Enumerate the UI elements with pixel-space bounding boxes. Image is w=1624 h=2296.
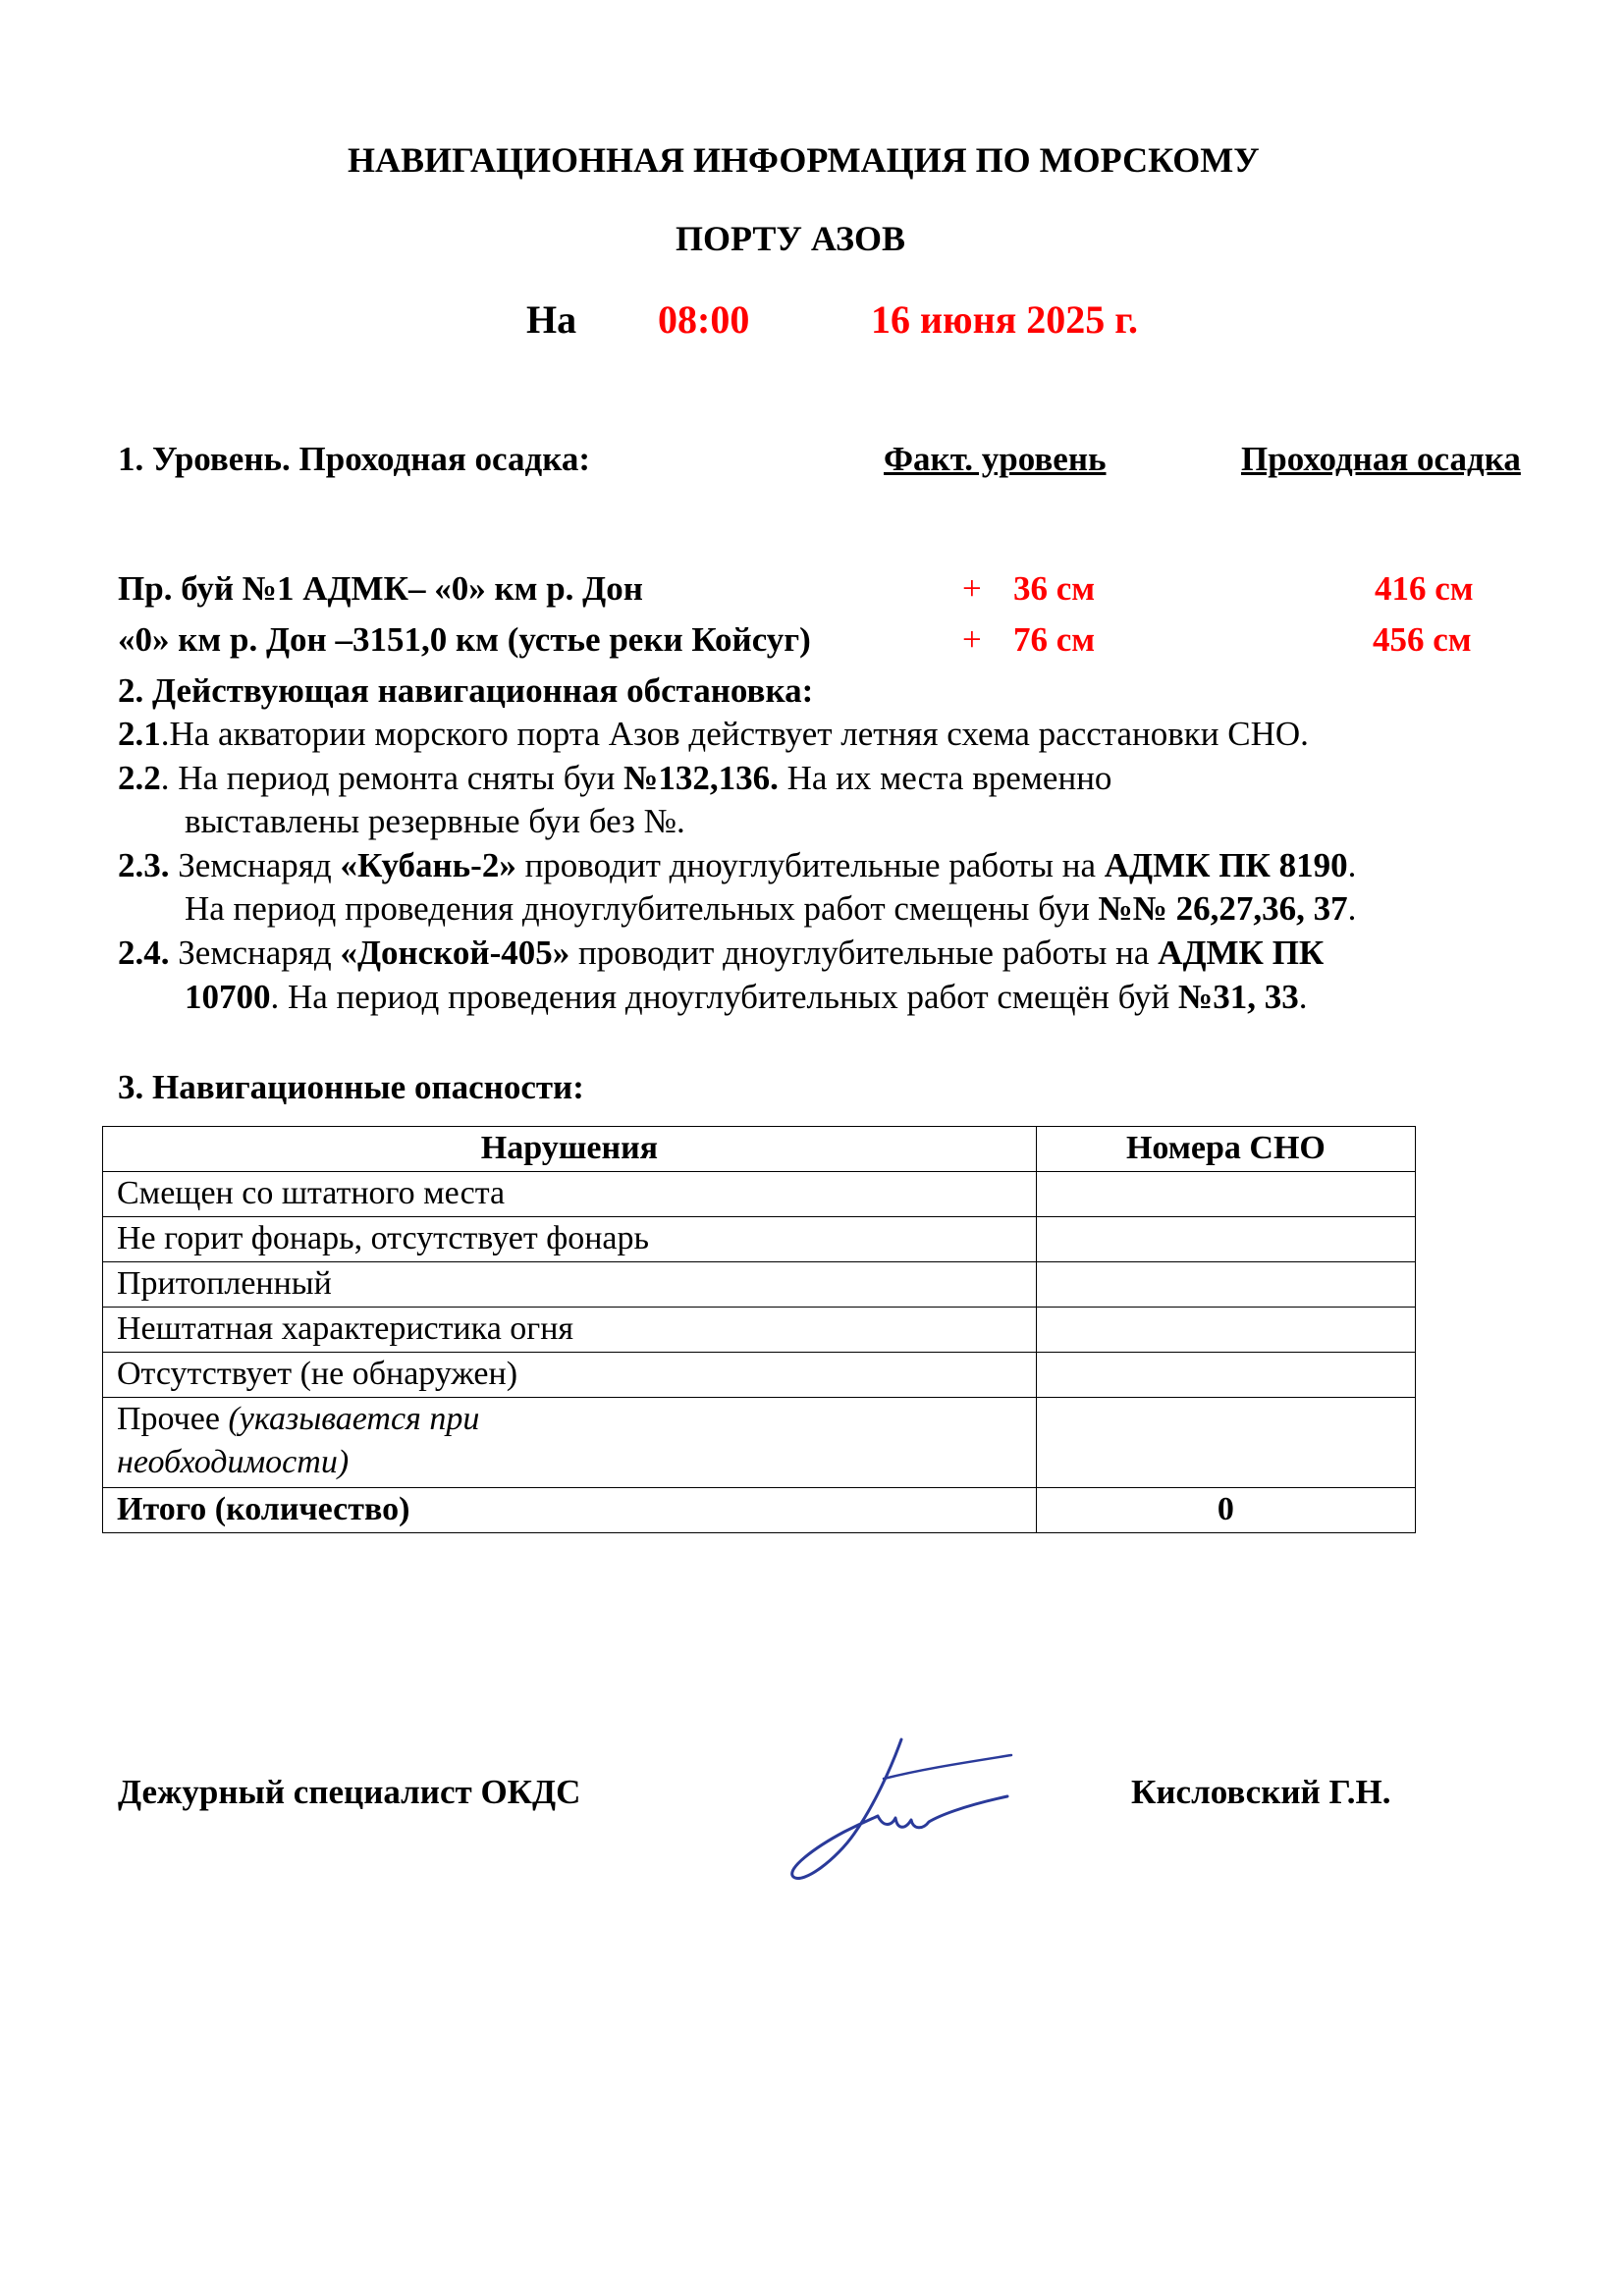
table-row — [103, 1172, 1416, 1217]
nav-item-2-4-line2-text: . На период проведения дноуглубительных работ смещён буй — [270, 978, 1179, 1016]
level-row-1-sign: + — [962, 569, 982, 608]
hazard-value — [1036, 1308, 1415, 1353]
col-buoy-numbers: Номера СНО — [1036, 1127, 1415, 1172]
table-row-total — [103, 1488, 1416, 1533]
hazard-other-label — [103, 1398, 1037, 1488]
title-line-2: ПОРТУ АЗОВ — [676, 219, 905, 258]
other-label: Прочее — [117, 1401, 229, 1437]
nav-item-2-4-num: 2.4. — [118, 934, 170, 972]
level-row-2-place: «0» км р. Дон –3151,0 км (устье реки Койсуг) — [118, 620, 811, 659]
nav-item-2-2 — [118, 759, 1111, 798]
hazard-value — [1036, 1353, 1415, 1398]
nav-item-2-2-num: 2.2 — [118, 759, 161, 797]
level-row-2-sign: + — [962, 620, 982, 659]
duty-specialist-position: Дежурный специалист ОКДС — [118, 1773, 581, 1811]
hazard-value — [1036, 1172, 1415, 1217]
table-row — [103, 1217, 1416, 1262]
nav-item-2-3 — [118, 846, 1356, 885]
nav-item-2-3-line2 — [185, 889, 1356, 929]
duty-specialist-name: Кисловский Г.Н. — [1131, 1773, 1391, 1811]
nav-item-2-1-num: 2.1 — [118, 715, 161, 753]
nav-item-2-3-location: АДМК ПК 8190 — [1104, 846, 1348, 884]
hazard-other-value — [1036, 1398, 1415, 1488]
nav-item-2-4-text-c: проводит дноуглубительные работы на — [569, 934, 1159, 972]
total-value: 0 — [1036, 1488, 1415, 1533]
hazard-label: Нештатная характеристика огня — [103, 1308, 1037, 1353]
nav-item-2-3-text-a: Земснаряд — [169, 846, 341, 884]
title-line-1: НАВИГАЦИОННАЯ ИНФОРМАЦИЯ ПО МОРСКОМУ — [348, 140, 1260, 180]
section1-title: 1. Уровень. Проходная осадка: — [118, 440, 591, 478]
nav-item-2-3-dredger: «Кубань-2» — [340, 846, 516, 884]
hazard-label: Отсутствует (не обнаружен) — [103, 1353, 1037, 1398]
nav-item-2-4-line2-end: . — [1298, 978, 1308, 1016]
nav-item-2-4-location-num: 10700 — [185, 978, 271, 1016]
col-passing-draft: Проходная осадка — [1241, 440, 1521, 478]
level-row-1-level: 36 см — [1013, 569, 1096, 608]
col-violations: Нарушения — [103, 1127, 1037, 1172]
table-row — [103, 1353, 1416, 1398]
nav-item-2-2-buoys: №132,136. — [623, 759, 779, 797]
hazard-value — [1036, 1217, 1415, 1262]
nav-item-2-1 — [118, 715, 1309, 754]
section2-title: 2. Действующая навигационная обстановка: — [118, 671, 814, 710]
level-row-1-draft: 416 см — [1375, 569, 1474, 608]
report-date: 16 июня 2025 г. — [871, 297, 1138, 342]
nav-item-2-3-text-c: проводит дноуглубительные работы на — [515, 846, 1105, 884]
section3-title: 3. Навигационные опасности: — [118, 1068, 584, 1106]
nav-item-2-3-num: 2.3. — [118, 846, 170, 884]
other-note-line1: (указывается при — [228, 1401, 480, 1437]
nav-item-2-3-buoys: №№ 26,27,36, 37 — [1098, 889, 1348, 928]
nav-item-2-2-text-a: . На период ремонта сняты буи — [160, 759, 624, 797]
nav-item-2-4-dredger: «Донской-405» — [340, 934, 570, 972]
hazard-label: Смещен со штатного места — [103, 1172, 1037, 1217]
report-time: 08:00 — [658, 297, 750, 342]
other-note-line2: необходимости) — [117, 1444, 350, 1480]
hazard-label: Не горит фонарь, отсутствует фонарь — [103, 1217, 1037, 1262]
level-row-2-draft: 456 см — [1373, 620, 1472, 659]
level-row-2-level: 76 см — [1013, 620, 1096, 659]
nav-item-2-4-location: АДМК ПК — [1158, 934, 1325, 972]
nav-item-2-3-line2-end: . — [1347, 889, 1357, 928]
signature-image — [776, 1728, 1031, 1895]
table-header-row — [103, 1127, 1416, 1172]
col-fact-level: Факт. уровень — [884, 440, 1107, 478]
nav-item-2-2-text-c: На их места временно — [778, 759, 1112, 797]
nav-item-2-4-text-a: Земснаряд — [169, 934, 341, 972]
level-row-1-place: Пр. буй №1 АДМК– «0» км р. Дон — [118, 569, 643, 608]
nav-item-2-4 — [118, 934, 1324, 973]
total-label: Итого (количество) — [103, 1488, 1037, 1533]
table-row — [103, 1262, 1416, 1308]
hazard-label: Притопленный — [103, 1262, 1037, 1308]
on-label: На — [526, 297, 577, 342]
hazards-table — [102, 1126, 1416, 1533]
nav-item-2-3-line2-text: На период проведения дноуглубительных работ смещены буи — [185, 889, 1099, 928]
nav-item-2-4-buoys: №31, 33 — [1178, 978, 1299, 1016]
nav-item-2-4-line2 — [185, 978, 1307, 1017]
nav-item-2-1-text: .На акватории морского порта Азов действует летняя схема расстановки СНО. — [160, 715, 1309, 753]
hazard-value — [1036, 1262, 1415, 1308]
table-row-other — [103, 1398, 1416, 1488]
nav-item-2-2-line2: выставлены резервные буи без №. — [185, 802, 685, 840]
nav-item-2-3-text-e: . — [1347, 846, 1357, 884]
table-row — [103, 1308, 1416, 1353]
